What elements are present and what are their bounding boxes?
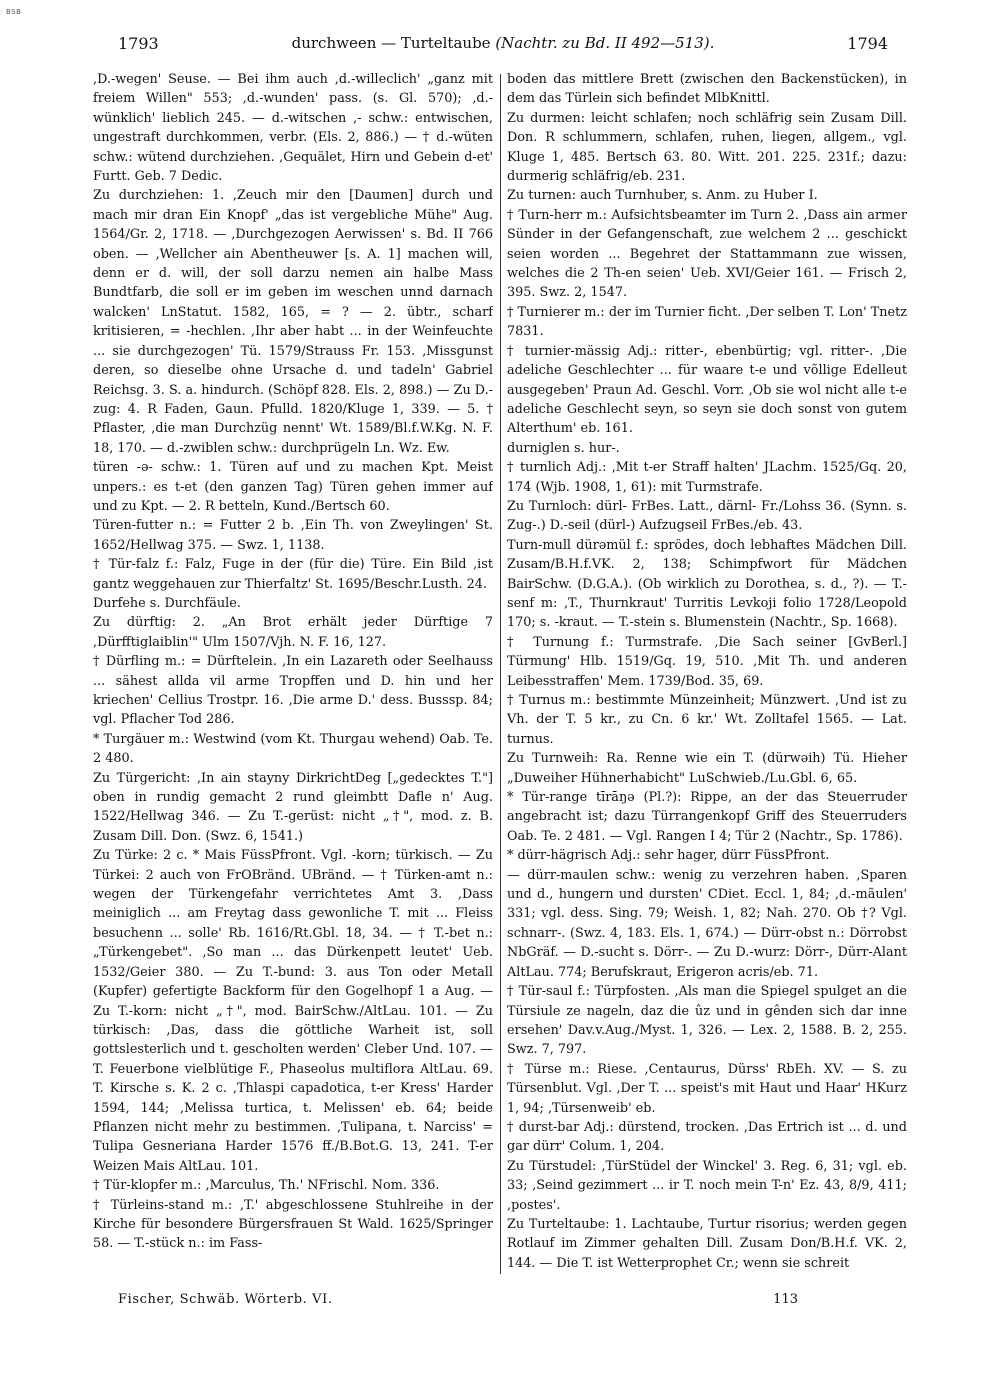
entry-paragraph: † Turnus m.: bestimmte Münzeinheit; Münzwert. ,Und ist zu Vh. der T. 5 kr., zu Cn. 6 kr.' Wt. Zolltafel 1565. — Lat. turnus.: [507, 693, 907, 747]
page-header: [118, 34, 888, 58]
entry-paragraph: Zu durchziehen: 1. ,Zeuch mir den [Daumen] durch und mach mir dran Ein Knopf' „das ist vergebliche Mühe" Aug. 1564/Gr. 2, 1718. — ,Durchgezogen Aerwissen' s. Bd. II 766 oben. — ,Wellcher ain Abentheuwer [s. A. 1] machen will, denn er d. will, der soll darzu nemen ain halbe Mass Bundtfarb, die soll er im geben im weschen unnd darnach walcken' LnStatut. 1582, 165, = ? — 2. übtr., scharf kritisieren, = -hechlen. ,Ihr aber habt ... in der Weinfeuchte ... sie durchgezogen' Tü. 1579/Strauss Fr. 153. ,Missgunst deren, so dieselbe ohne Ursache d. und tadeln' Gabriel Reichsg. 3. S. a. hindurch. (Schöpf 828. Els. 2, 898.) — Zu D.-zug: 4. R Faden, Gaun. Pfulld. 1820/Kluge 1, 339. — 5. † Pflaster, ,die man Durchzüg nennt' Wt. 1589/Bl.f.W.Kg. N. F. 18, 170. — d.-zwiblen schw.: durchprügeln Ln. Wz. Ew.: [93, 188, 493, 456]
entry-paragraph: Zu Turteltaube: 1. Lachtaube, Turtur risorius; werden gegen Rotlauf im Zimmer gehalten Dill. Zusam Don/B.H.f. VK. 2, 144. — Die T. ist Wetterprophet Cr.; wenn sie schreit: [507, 1216, 907, 1271]
entry-paragraph: * Turgäuer m.: Westwind (vom Kt. Thurgau wehend) Oab. Te. 2 480.: [93, 731, 493, 767]
entry-paragraph: türen -ə- schw.: 1. Türen auf und zu machen Kpt. Meist unpers.: es t-et (den ganzen Tag) Türen gehen immer auf und zu Kpt. — 2. R betteln, Kund./Bertsch 60.: [93, 460, 493, 514]
running-head-reference: (Nachtr. zu Bd. II 492—513).: [495, 34, 715, 52]
page-number-left: 1793: [118, 34, 159, 53]
entry-paragraph: Zu Turnloch: dürl- FrBes. Latt., därnl- Fr./Lohss 36. (Synn. s. Zug-.) D.-seil (dürl-) Aufzugseil FrBes./eb. 43.: [507, 498, 907, 534]
entry-paragraph: durniglen s. hur-.: [507, 440, 620, 456]
entry-paragraph: † Turnung f.: Turmstrafe. ,Die Sach seiner [GvBerl.] Türmung' Hlb. 1519/Gq. 19, 510. ,Mit Th. und anderen Leibesstraffen' Mem. 1739/Bod. 35, 69.: [507, 634, 907, 689]
entry-paragraph: Durfehe s. Durchfäule.: [93, 595, 241, 611]
entry-paragraph: Zu Türke: 2 c. * Mais FüssPfront. Vgl. -korn; türkisch. — Zu Türkei: 2 auch von FrOBränd. UBränd. — † Türken-amt n.: wegen der Türkengefahr verrichtetes Amt 3. ,Dass meiniglich ... am Freytag dass gewonliche T. mit ... Fleiss besuchenn ... solle' Rb. 1616/Rt.Gbl. 18, 34. — † T.-bet n.: „Türkengebet". ,So man ... das Dürkenpett leutet' Ueb. 1532/Geier 380. — Zu T.-bund: 3. aus Ton oder Metall (Kupfer) gefertigte Backform für den Gogelhopf 1 a Aug. — Zu T.-korn: nicht „†", mod. BairSchw./AltLau. 101. — Zu türkisch: ,Das, dass die göttliche Warheit ist, soll gottslesterlich und t. gescholten werden' Cleber Und. 107. — T. Feuerbone vielblütige F., Phaseolus multiflora AltLau. 69. T. Kirsche s. K. 2 c. ,Thlaspi capadotica, t-er Kress' Harder 1594, 144; ,Melissa turtica, t. Melissen' eb. 64; beide Pflanzen nicht mehr zu bestimmen. ,Tulipana, t. Narciss' = Tulipa Gesneriana Harder 1576 ff./B.Bot.G. 13, 241. T-er Weizen Mais AltLau. 101.: [93, 848, 493, 1174]
entry-paragraph: — dürr-maulen schw.: wenig zu verzehren haben. ,Sparen und d., hungern und dursten' CDiet. Eccl. 1, 84; ,d.-mãulen' 331; vgl. dess. Sing. 79; Weish. 1, 82; Nah. 270. Ob †? Vgl. schnarr-. (Swz. 4, 183. Els. 1, 674.) — Dürr-obst n.: Dörrobst NbGräf. — D.-sucht s. Dörr-. — Zu D.-wurz: Dörr-, Dürr-Alant AltLau. 774; Berufskraut, Erigeron acris/eb. 71.: [507, 867, 907, 980]
entry-paragraph: * dürr-hägrisch Adj.: sehr hager, dürr FüssPfront.: [507, 848, 830, 864]
page-footer: [118, 1292, 798, 1312]
entry-paragraph: Zu turnen: auch Turnhuber, s. Anm. zu Huber I.: [507, 188, 818, 204]
page-number-right: 1794: [847, 34, 888, 53]
entry-paragraph: Zu dürftig: 2. „An Brot erhält jeder Dürftige 7 ,Dürfftiglaiblin'" Ulm 1507/Vjh. N. F. 16, 127.: [93, 615, 493, 650]
entry-paragraph: † Türleins-stand m.: ,T.' abgeschlossene Stuhlreihe in der Kirche für besondere Bürgersfrauen St Wald. 1625/Springer 58. — T.-stück n.: im Fass-: [93, 1197, 493, 1252]
footer-sheet-number: 113: [773, 1292, 798, 1307]
entry-paragraph: Turn-mull dürəmül f.: sprödes, doch lebhaftes Mädchen Dill. Zusam/B.H.f.VK. 2, 138; Schimpfwort für Mädchen BairSchw. (D.G.A.). (Ob wirklich zu Dorothea, s. d., ?). — T.-senf m: ,T., Thurnkraut' Turritis Levkoji folio 1728/Leopold 170; s. -kraut. — T.-stein s. Blumenstein (Nachtr., Sp. 1668).: [507, 537, 907, 631]
entry-paragraph: ,D.-wegen' Seuse. — Bei ihm auch ,d.-willeclich' „ganz mit freiem Willen" 553; ,d.-wunden' pass. (s. Gl. 570); ,d.-wünklich' lieblich 245. — d.-witschen ,- schw.: entwischen, ungestraft durchkommen, verbr. (Els. 2, 886.) — † d.-wüten schw.: wütend durchziehen. ,Gequälet, Hirn und Gebein d-et' Furtt. Geb. 7 Dedic.: [93, 72, 493, 185]
entry-paragraph: Zu Türgericht: ,In ain stayny DirkrichtDeg [„gedecktes T."] oben in rundig gemacht 2 rund gleimbtt Dafle n' Aug. 1522/Hellwag 346. — Zu T.-gerüst: nicht „†", mod. z. B. Zusam Dill. Don. (Swz. 6, 1541.): [93, 770, 493, 844]
entry-paragraph: Zu durmen: leicht schlafen; noch schläfrig sein Zusam Dill. Don. R schlummern, schlafen, ruhen, liegen, allgem., vgl. Kluge 1, 485. Bertsch 63. 80. Witt. 201. 225. 231f.; dazu: durmerig schläfrig/eb. 231.: [507, 110, 907, 185]
library-stamp: BSB: [6, 8, 22, 16]
left-column: [93, 70, 493, 1280]
entry-paragraph: † Turn-herr m.: Aufsichtsbeamter im Turn 2. ,Dass ain armer Sünder in der Gefangenschaft, zue welchem 2 ... geschickt seien worden ... Begehret der Stattammann zue wissen, welches die 2 Th-en seien' Ueb. XVI/Geier 161. — Frisch 2, 395. Swz. 2, 1547.: [507, 207, 907, 301]
entry-paragraph: † Tür-falz f.: Falz, Fuge in der (für die) Türe. Ein Bild ,ist gantz weggehauen zur Thierfaltz' St. 1695/Beschr.Lusth. 24.: [93, 557, 493, 592]
entry-paragraph: † durst-bar Adj.: dürstend, trocken. ,Das Ertrich ist ... d. und gar dürr' Colum. 1, 204.: [507, 1119, 907, 1155]
running-head: [118, 34, 888, 52]
entry-paragraph: boden das mittlere Brett (zwischen den Backenstücken), in dem das Türlein sich befindet MlbKnittl.: [507, 72, 907, 107]
footer-author: Fischer, Schwäb. Wörterb. VI.: [118, 1292, 333, 1307]
right-column: [507, 70, 907, 1280]
entry-paragraph: Zu Turnweih: Ra. Renne wie ein T. (dürwəih) Tü. Hieher „Duweiher Hühnerhabicht" LuSchwieb./Lu.Gbl. 6, 65.: [507, 751, 907, 786]
entry-paragraph: † Dürfling m.: = Dürftelein. ,In ein Lazareth oder Seelhauss ... sähest allda vil arme Tropffen und D. hin und her kriechen' Cellius Trostpr. 16. ,Die arme D.' dess. Busssp. 84; vgl. Pflacher Tod 286.: [93, 654, 493, 728]
entry-paragraph: † Türse m.: Riese. ,Centaurus, Dürss' RbEh. XV. — S. zu Türsenblut. Vgl. ,Der T. ... speist's mit Haut und Haar' HKurz 1, 94; ,Türsenweib' eb.: [507, 1061, 907, 1116]
entry-paragraph: Zu Türstudel: ,TürStüdel der Winckel' 3. Reg. 6, 31; vgl. eb. 33; ,Seind gezimmert ... ir T. noch mein T-n' Ez. 43, 8/9, 411; ,postes'.: [507, 1158, 907, 1213]
entry-paragraph: † turnier-mässig Adj.: ritter-, ebenbürtig; vgl. ritter-. ,Die adeliche Geschlechter ... für waare t-e und võllige Edelleut ausgegeben' Praun Ad. Geschl. Vorr. ,Ob sie wol nicht alle t-e adeliche Geschlecht seyn, so seyn sie doch sonst von gutem Alterthum' eb. 161.: [507, 343, 907, 437]
entry-paragraph: † Turnierer m.: der im Turnier ficht. ,Der selben T. Lon' Tnetz 7831.: [507, 304, 907, 340]
entry-paragraph: Türen-futter n.: = Futter 2 b. ,Ein Th. von Zweylingen' St. 1652/Hellwag 375. — Swz. 1, 1138.: [93, 518, 493, 553]
entry-paragraph: † Tür-saul f.: Türpfosten. ,Als man die Spiegel spulget an die Türsiule ze nageln, daz die ûz und in gênden sich dar inne ersehen' Dav.v.Aug./Myst. 1, 326. — Lex. 2, 1588. B. 2, 255. Swz. 7, 797.: [507, 984, 907, 1058]
column-divider: [500, 74, 501, 1274]
entry-paragraph: † Tür-klopfer m.: ,Marculus, Th.' NFrischl. Nom. 336.: [93, 1178, 440, 1194]
entry-paragraph: † turnlich Adj.: ,Mit t-er Straff halten' JLachm. 1525/Gq. 20, 174 (Wjb. 1908, 1, 61): mit Turmstrafe.: [507, 460, 907, 495]
entry-paragraph: * Tür-range tīrāŋə (Pl.?): Rippe, an der das Steuerruder angebracht ist; dazu Türrangenkopf Griff des Steuerruders Oab. Te. 2 481. — Vgl. Rangen I 4; Tür 2 (Nachtr., Sp. 1786).: [507, 790, 907, 844]
running-head-title: durchween — Turteltaube: [291, 34, 491, 52]
